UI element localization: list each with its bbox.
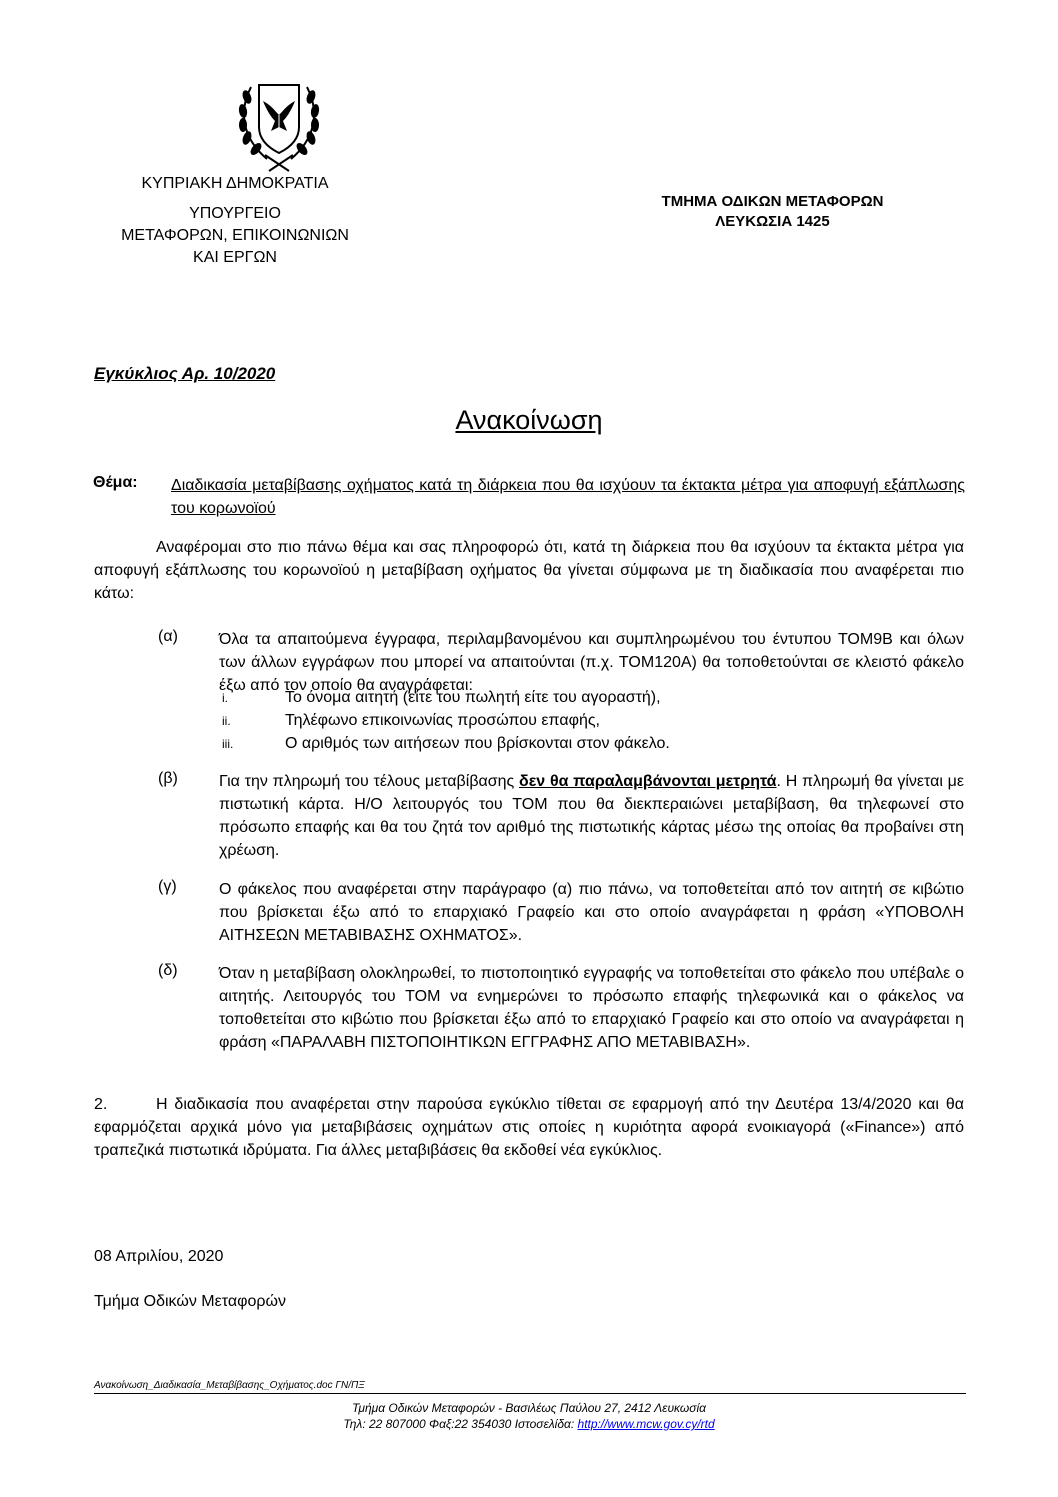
document-date: 08 Απριλίου, 2020: [94, 1248, 224, 1265]
paragraph-2: [94, 1093, 964, 1162]
ministry-line-3: ΚΑΙ ΕΡΓΩΝ: [193, 249, 277, 266]
circular-number: Εγκύκλιος Αρ. 10/2020: [94, 364, 276, 383]
item-a-sublist: [219, 686, 964, 755]
list-item: [219, 686, 964, 709]
signature: Τμήμα Οδικών Μεταφορών: [94, 1293, 286, 1310]
document-title: Ανακοίνωση: [455, 405, 603, 435]
list-item-number: iii.: [222, 737, 234, 751]
item-d-text: Όταν η μεταβίβαση ολοκληρωθεί, το πιστοποιητικό εγγραφής να τοποθετείται στο φάκελο που υπέβαλε ο αιτητής. Λειτουργός του ΤΟΜ να ενημερώνει το πρόσωπο επαφής τηλεφωνικά και ο φάκελος να τοποθετείται στο κιβώτιο που βρίσκεται έξω από το επαρχιακό Γραφείο και στο οποίο να αναγράφεται η φράση «ΠΑΡΑΛΑΒΗ ΠΙΣΤΟΠΟΙΗΤΙΚΩΝ ΕΓΓΡΑΦΗΣ ΑΠΟ ΜΕΤΑΒΙΒΑΣΗ».: [219, 965, 964, 1051]
republic-name: ΚΥΠΡΙΑΚΗ ΔΗΜΟΚΡΑΤΙΑ: [141, 175, 329, 192]
paragraph-2-number: 2.: [94, 1096, 108, 1113]
list-item: [219, 732, 964, 755]
no-cash-notice: δεν θα παραλαμβάνονται μετρητά: [519, 773, 777, 790]
list-item-number: i.: [222, 691, 228, 705]
footer-contacts: [0, 1416, 1058, 1432]
department-name: ΤΜΗΜΑ ΟΔΙΚΩΝ ΜΕΤΑΦΟΡΩΝ: [661, 193, 884, 210]
item-c-label: (γ): [158, 878, 177, 895]
item-a-label: (α): [158, 628, 178, 645]
item-b-label: (β): [158, 770, 178, 787]
subject-label: Θέμα:: [93, 474, 138, 491]
ministry-line-2: ΜΕΤΑΦΟΡΩΝ, ΕΠΙΚΟΙΝΩΝΙΩΝ: [121, 227, 349, 244]
footer-phone-fax: Τηλ: 22 807000 Φαξ:22 354030 Ιστοσελίδα:: [343, 1417, 578, 1431]
list-item-text: Ο αριθμός των αιτήσεων που βρίσκονται στον φάκελο.: [285, 735, 670, 752]
list-item: [219, 709, 964, 732]
subject-text: Διαδικασία μεταβίβασης οχήματος κατά τη διάρκεια που θα ισχύουν τα έκτακτα μέτρα για αποφυγή εξάπλωσης του κορωνοϊού: [171, 477, 965, 517]
item-b-text-start: Για την πληρωμή του τέλους μεταβίβασης: [219, 773, 519, 790]
footer-divider: [94, 1393, 966, 1394]
list-item-number: ii.: [222, 714, 231, 728]
cyprus-coat-of-arms-icon: [229, 75, 329, 175]
item-c-text: Ο φάκελος που αναφέρεται στην παράγραφο (α) πιο πάνω, να τοποθετείται από τον αιτητή σε κιβώτιο που βρίσκεται έξω από το επαρχιακό Γραφείο και στο οποίο αναγράφεται η φράση «ΥΠΟΒΟΛΗ ΑΙΤΗΣΕΩΝ ΜΕΤΑΒΙΒΑΣΗΣ ΟΧΗΜΑΤΟΣ».: [219, 881, 964, 944]
list-item-text: Το όνομα αιτητή (είτε του πωλητή είτε του αγοραστή),: [285, 689, 661, 706]
issuer-block: [95, 173, 375, 269]
intro-paragraph: Αναφέρομαι στο πιο πάνω θέμα και σας πληροφορώ ότι, κατά τη διάρκεια που θα ισχύουν τα έκτακτα μέτρα για αποφυγή εξάπλωσης του κορωνοϊού η μεταβίβαση οχήματος θα γίνεται σύμφωνα με τη διαδικασία που αναφέρεται πιο κάτω:: [94, 539, 964, 602]
paragraph-2-text: Η διαδικασία που αναφέρεται στην παρούσα εγκύκλιο τίθεται σε εφαρμογή από την Δευτέρα 13/4/2020 και θα εφαρμόζεται αρχικά μόνο για μεταβιβάσεις οχημάτων στις οποίες η κυριότητα αφορά ενοικιαγορά («Finance») από τραπεζικά πιστωτικά ιδρύματα. Για άλλες μεταβιβάσεις θα εκδοθεί νέα εγκύκλιος.: [94, 1096, 964, 1159]
footer-filename: Ανακοίνωση_Διαδικασία_Μεταβίβασης_Οχήματος.doc ΓΝ/ΠΞ: [94, 1380, 365, 1391]
item-b-text: [219, 770, 964, 862]
website-link[interactable]: http://www.mcw.gov.cy/rtd: [577, 1417, 715, 1431]
item-a-text: Όλα τα απαιτούμενα έγγραφα, περιλαμβανομένου και συμπληρωμένου του έντυπου ΤΟΜ9Β και όλων των άλλων εγγράφων που μπορεί να απαιτούνται (π.χ. ΤΟΜ120Α) θα τοποθετούνται σε κλειστό φάκελο έξω από τον οποίο θα αναγράφεται:: [219, 631, 964, 694]
item-b-text-end: . Η πληρωμή θα γίνεται με πιστωτική κάρτα. Η/Ο λειτουργός του ΤΟΜ που θα διεκπεραιώνει μεταβίβαση, θα τηλεφωνεί στο πρόσωπο επαφής και θα του ζητά τον αριθμό της πιστωτικής κάρτας μέσω της οποίας θα προβαίνει στη χρέωση.: [219, 773, 964, 859]
footer-address: Τμήμα Οδικών Μεταφορών - Βασιλέως Παύλου 27, 2412 Λευκωσία: [351, 1401, 707, 1415]
list-item-text: Τηλέφωνο επικοινωνίας προσώπου επαφής,: [285, 712, 600, 729]
department-block: [600, 192, 945, 232]
department-city: ΛΕΥΚΩΣΙΑ 1425: [715, 213, 830, 230]
item-d-label: (δ): [158, 962, 178, 979]
footer-address-block: [0, 1400, 1058, 1432]
ministry-line-1: ΥΠΟΥΡΓΕΙΟ: [189, 205, 281, 222]
